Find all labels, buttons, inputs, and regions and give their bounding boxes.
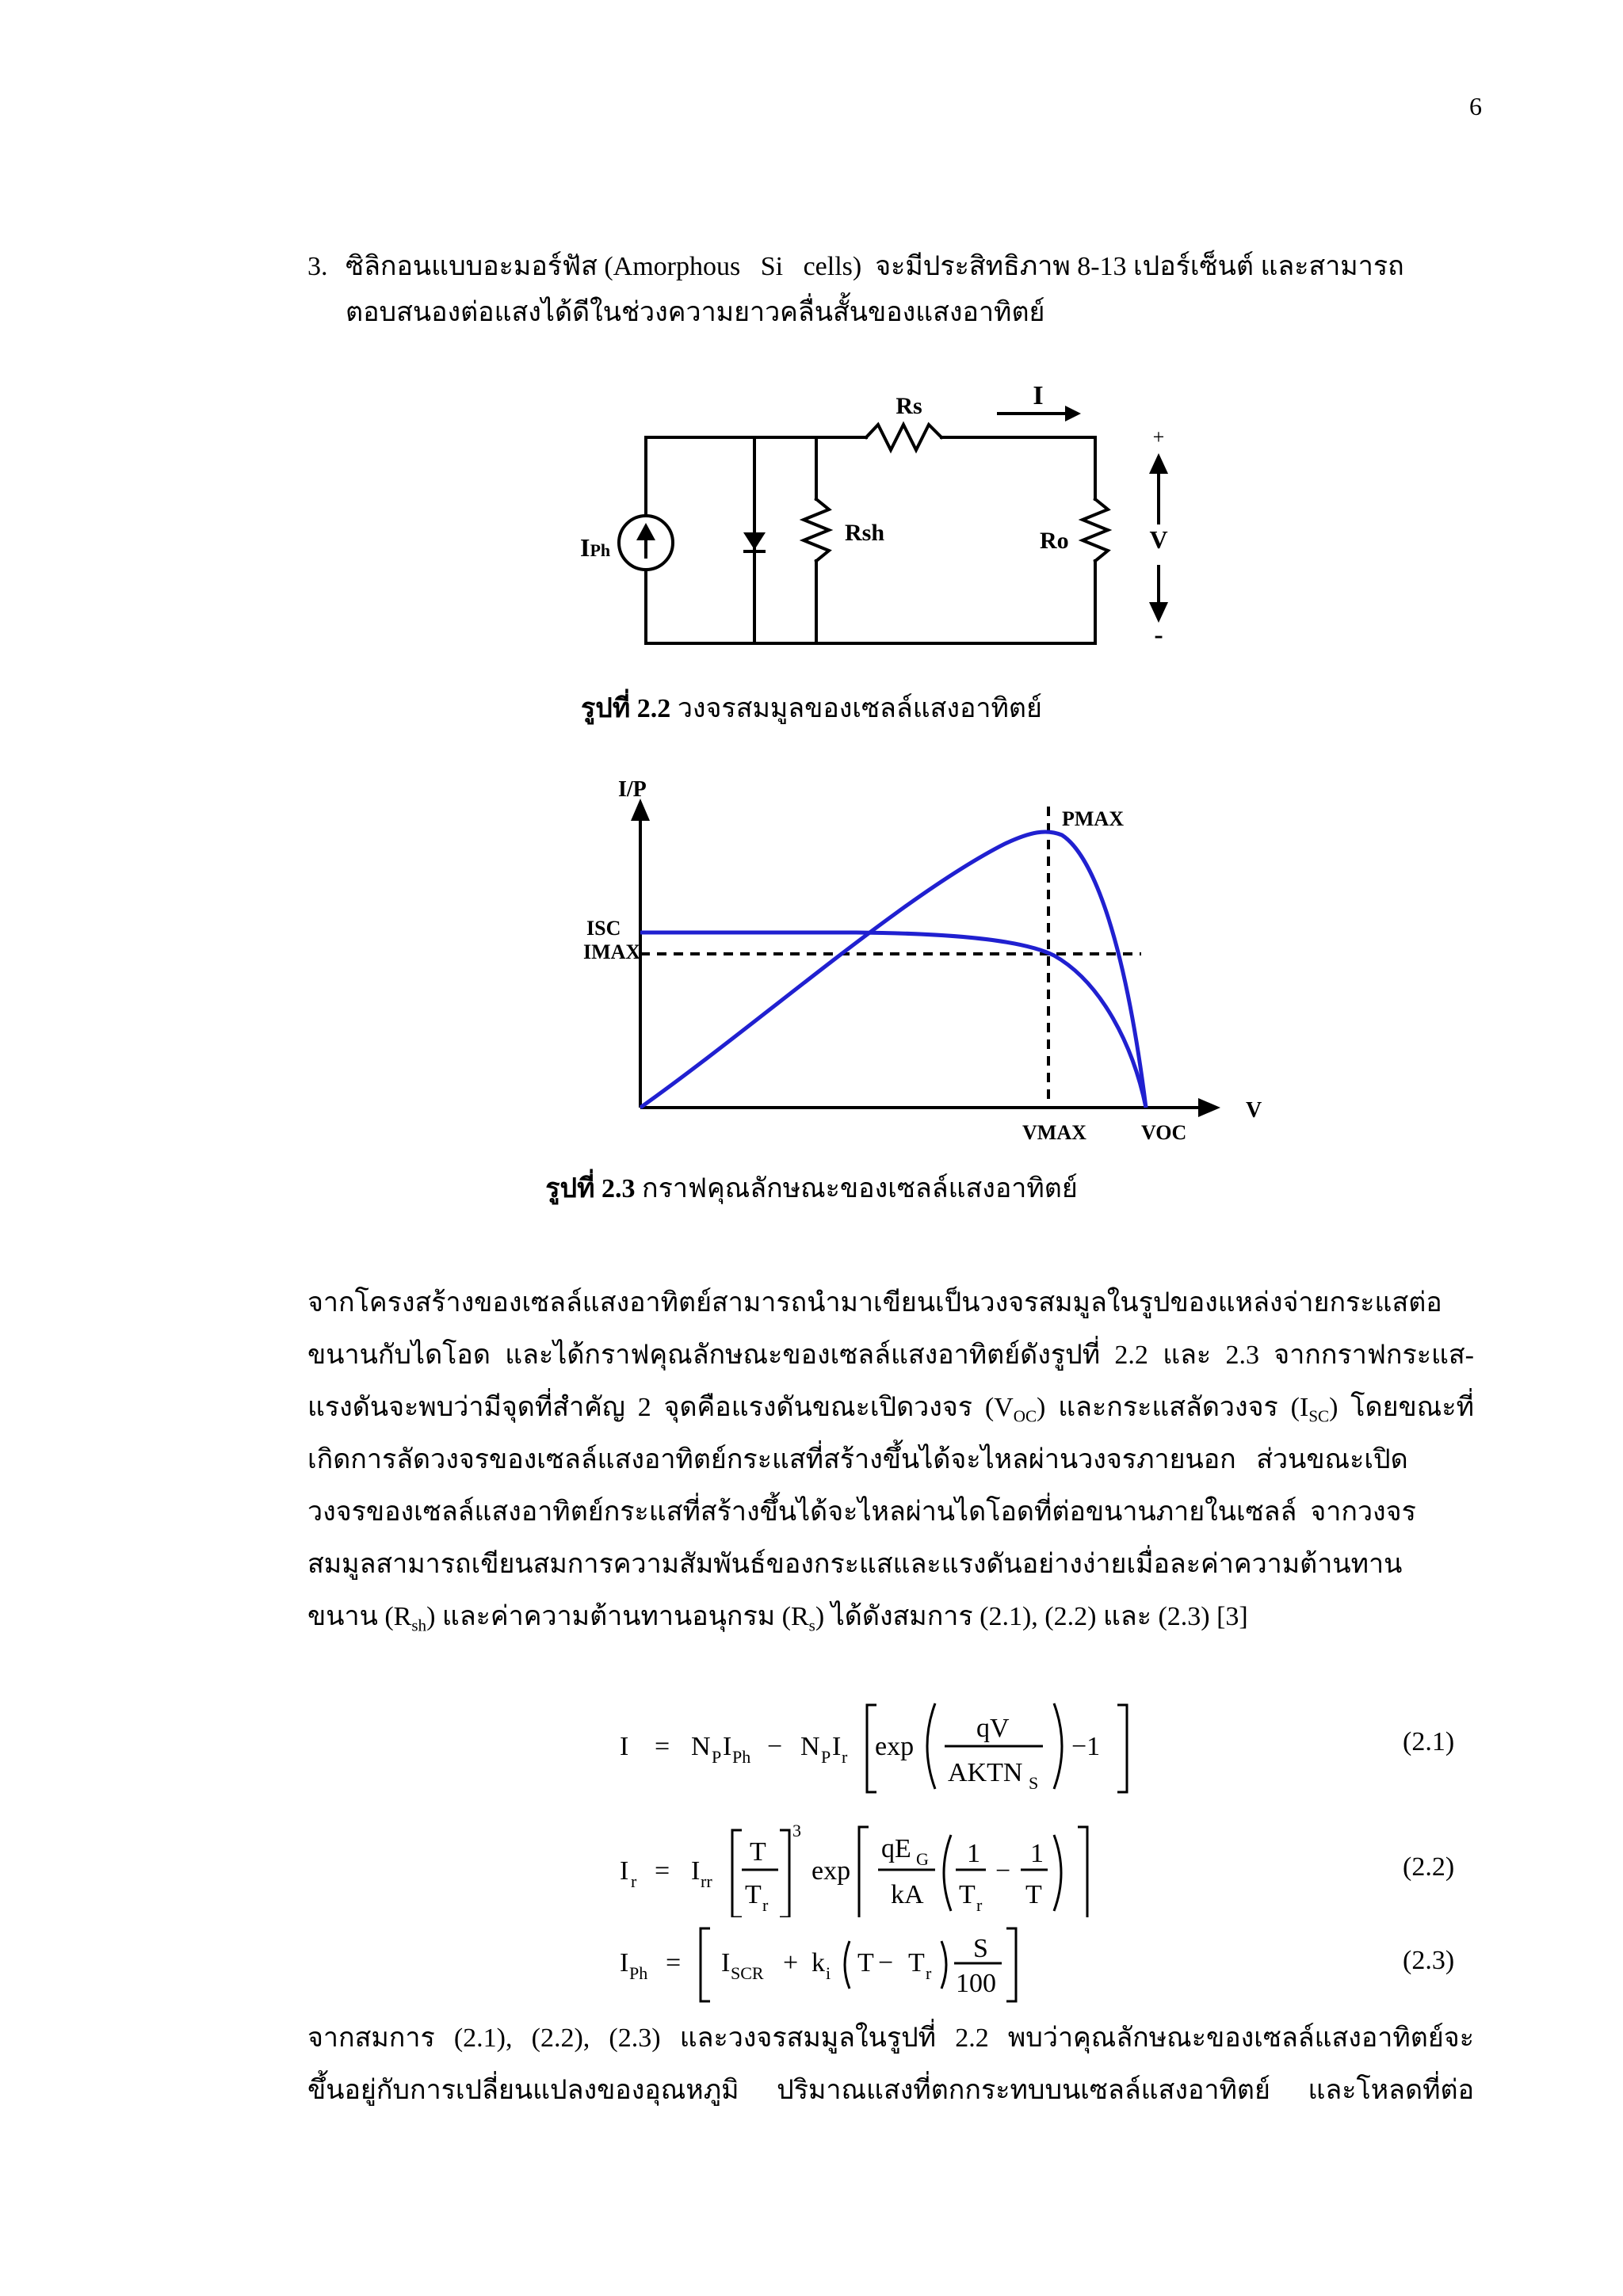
page-number: 6 (1469, 92, 1482, 120)
svg-text:+: + (783, 1948, 799, 1978)
svg-text:=: = (666, 1948, 682, 1978)
svg-text:exp: exp (812, 1856, 851, 1886)
svg-text:−1: −1 (1071, 1732, 1101, 1761)
svg-text:P: P (712, 1747, 722, 1767)
characteristic-graph (0, 761, 1623, 1157)
svg-text:r: r (631, 1871, 637, 1891)
svg-text:T: T (1025, 1880, 1042, 1909)
closing-paragraph (307, 2012, 1474, 2117)
svg-text:S: S (973, 1934, 988, 1963)
svg-text:SCR: SCR (731, 1963, 764, 1983)
iv-curve (640, 933, 1146, 1108)
label-minus: - (1154, 620, 1163, 650)
svg-text:100: 100 (956, 1969, 996, 1998)
body-line-1: จากโครงสร้างของเซลล์แสงอาทิตย์สามารถนำมาเขียนเป็นวงจรสมมูลในรูปของแหล่งจ่ายกระแสต่อ (307, 1288, 1442, 1318)
svg-text:I: I (691, 1856, 701, 1886)
y-axis-label: I/P (618, 777, 647, 802)
svg-text:Ph: Ph (732, 1747, 751, 1767)
svg-text:qE: qE (881, 1834, 911, 1863)
svg-text:T: T (745, 1880, 762, 1909)
power-curve (640, 832, 1146, 1108)
body-line-5: วงจรของเซลล์แสงอาทิตย์กระแสที่สร้างขึ้นได้จะไหลผ่านไดโอดที่ต่อขนานภายในเซลล์ จากวงจร (307, 1497, 1416, 1527)
svg-text:I: I (620, 1732, 629, 1761)
svg-text:I: I (620, 1948, 629, 1978)
label-ro: Ro (1040, 528, 1069, 554)
list-item-line-1: ซิลิกอนแบบอะมอร์ฟัส (Amorphous Si cells) จะมีประสิทธิภาพ 8-13 เปอร์เซ็นต์ และสามารถ (346, 252, 1404, 281)
label-voc: VOC (1141, 1121, 1187, 1144)
equation-2-2 (0, 1806, 1623, 1917)
svg-text:T: T (857, 1948, 874, 1978)
svg-text:kA: kA (891, 1880, 924, 1909)
svg-text:1: 1 (967, 1839, 980, 1868)
svg-text:−: − (878, 1948, 894, 1978)
equation-2-1 (0, 1688, 1623, 1798)
svg-text:qV: qV (976, 1714, 1010, 1743)
svg-text:N: N (691, 1732, 711, 1761)
figure-2-2-caption (0, 686, 1623, 729)
list-item-number: 3. (307, 252, 328, 281)
equation-2-1-number: (2.1) (1403, 1727, 1455, 1756)
svg-text:r: r (926, 1963, 932, 1983)
body-line-6: สมมูลสามารถเขียนสมการความสัมพันธ์ของกระแสและแรงดันอย่างง่ายเมื่อละค่าความต้านทาน (307, 1550, 1403, 1579)
label-vmax: VMAX (1022, 1121, 1086, 1144)
svg-text:T: T (908, 1948, 925, 1978)
svg-text:−: − (767, 1732, 783, 1761)
svg-text:AKTN: AKTN (948, 1758, 1023, 1787)
svg-text:S: S (1029, 1773, 1039, 1793)
svg-text:G: G (916, 1849, 929, 1869)
equation-2-2-number: (2.2) (1403, 1852, 1455, 1882)
svg-text:P: P (821, 1747, 831, 1767)
svg-text:−: − (995, 1856, 1011, 1886)
svg-text:exp: exp (875, 1732, 915, 1761)
equation-2-3 (0, 1917, 1623, 2004)
svg-text:3: 3 (792, 1821, 801, 1840)
closing-line-2: ขึ้นอยู่กับการเปลี่ยนแปลงของอุณหภูมิ ปริมาณแสงที่ตกกระทบบนเซลล์แสงอาทิตย์ และโหลดที่ต่อ (307, 2076, 1474, 2105)
svg-text:r: r (842, 1747, 848, 1767)
label-iph: IPh (580, 533, 611, 562)
body-paragraph (307, 1277, 1474, 1643)
label-current-i: I (1033, 381, 1044, 410)
label-pmax: PMAX (1062, 807, 1124, 830)
figure-2-2-caption-label: รูปที่ 2.2 (581, 694, 671, 723)
svg-text:i: i (826, 1963, 831, 1983)
figure-2-3-caption (0, 1166, 1623, 1209)
label-isc: ISC (586, 917, 621, 940)
label-v: V (1149, 525, 1168, 554)
body-line-4: เกิดการลัดวงจรของเซลล์แสงอาทิตย์กระแสที่สร้างขึ้นได้จะไหลผ่านวงจรภายนอก ส่วนขณะเปิด (307, 1445, 1408, 1474)
figure-2-2-caption-text: วงจรสมมูลของเซลล์แสงอาทิตย์ (670, 694, 1042, 723)
svg-text:=: = (655, 1856, 670, 1886)
svg-text:I: I (723, 1732, 732, 1761)
label-rs: Rs (896, 393, 922, 419)
figure-2-3-caption-text: กราฟคุณลักษณะของเซลล์แสงอาทิตย์ (635, 1174, 1078, 1203)
svg-text:T: T (959, 1880, 976, 1909)
svg-text:r: r (976, 1895, 983, 1915)
list-item-line-2: ตอบสนองต่อแสงได้ดีในช่วงความยาวคลื่นสั้นของแสงอาทิตย์ (346, 298, 1045, 327)
svg-text:1: 1 (1030, 1839, 1044, 1868)
svg-text:T: T (750, 1837, 766, 1867)
svg-text:N: N (800, 1732, 820, 1761)
svg-text:rr: rr (701, 1871, 712, 1891)
closing-line-1: จากสมการ (2.1), (2.2), (2.3) และวงจรสมมูลในรูปที่ 2.2 พบว่าคุณลักษณะของเซลล์แสงอาทิตย์จะ (307, 2023, 1474, 2053)
body-line-7: ขนาน $(R_{sh})$ และค่าความต้านทานอนุกรม $(R_s)$ ได้ดังสมการ (2.1), (2.2) และ (2.3) [3] (307, 1602, 1248, 1635)
svg-text:I: I (620, 1856, 629, 1886)
label-rsh: Rsh (845, 520, 885, 546)
svg-text:k: k (812, 1948, 825, 1978)
svg-text:Ph: Ph (629, 1963, 648, 1983)
body-line-2: ขนานกับไดโอด และได้กราฟคุณลักษณะของเซลล์แสงอาทิตย์ดังรูปที่ 2.2 และ 2.3 จากกราฟกระแส- (307, 1341, 1474, 1370)
svg-text:I: I (832, 1732, 842, 1761)
equivalent-circuit-diagram (0, 0, 1623, 697)
svg-text:I: I (721, 1948, 731, 1978)
svg-text:r: r (762, 1895, 769, 1915)
equation-2-3-number: (2.3) (1403, 1946, 1455, 1975)
figure-2-3-caption-label: รูปที่ 2.3 (545, 1174, 636, 1203)
x-axis-label: V (1246, 1098, 1262, 1123)
body-line-3: แรงดันจะพบว่ามีจุดที่สำคัญ 2 จุดคือแรงดันขณะเปิดวงจร $(V_{OC})$ และกระแสลัดวงจร $(I_{SC})$ โดยขณะที่ (307, 1393, 1475, 1426)
label-imax: IMAX (583, 940, 641, 963)
label-plus: + (1152, 425, 1165, 448)
svg-text:=: = (655, 1732, 670, 1761)
